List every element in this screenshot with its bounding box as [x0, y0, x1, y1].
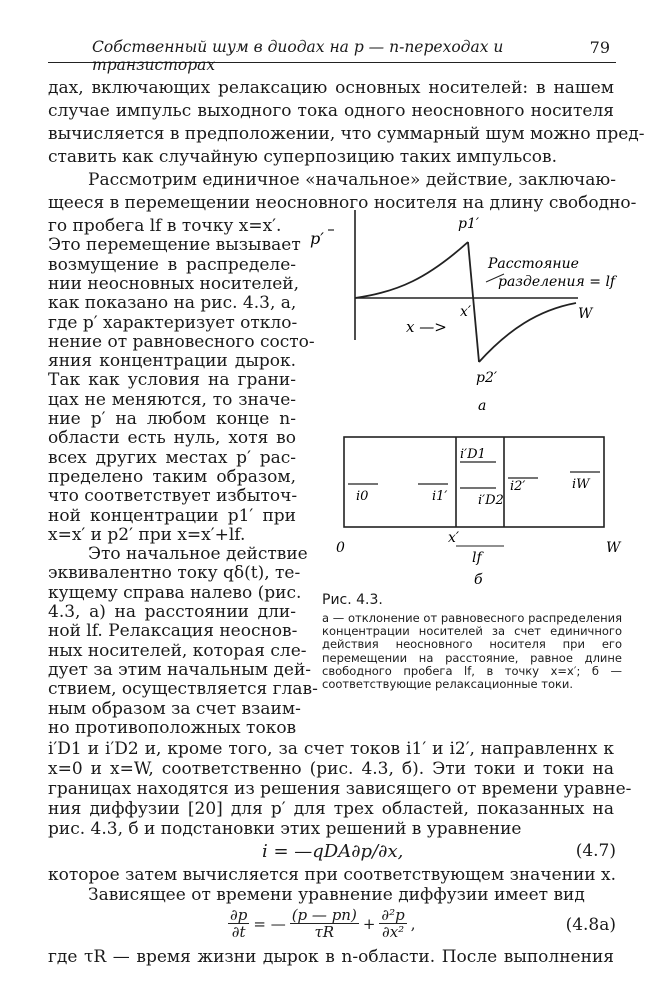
- equation-4-8a: [228, 907, 416, 940]
- text-line: Зависящее от времени уравнение диффузии имеет вид: [88, 885, 585, 906]
- text-line: пределено таким образом,: [48, 466, 296, 487]
- operator: ,: [410, 914, 416, 933]
- iD2-label: i′D2: [478, 493, 504, 508]
- fraction-numerator: ∂²p: [381, 906, 405, 925]
- zero-label: 0: [336, 540, 345, 556]
- fraction-numerator: ∂p: [230, 906, 248, 925]
- figure-4-3: [308, 200, 628, 590]
- p-curve-decay: [479, 303, 576, 362]
- w-label-b: W: [606, 540, 621, 556]
- text-line: всех других местах p′ рас-: [48, 447, 296, 468]
- i1-label: i1′: [432, 489, 448, 504]
- text-line: Так как условия на грани-: [48, 370, 296, 391]
- equation-number-4-7: (4.7): [575, 841, 616, 862]
- text-line: 4.3, a) на расстоянии дли-: [48, 602, 296, 622]
- text-line: x=0 и x=W, соответственно (рис. 4.3, б). Эти токи и токи на: [48, 759, 614, 780]
- p-prime-label: p′: [310, 229, 324, 248]
- text-line: рис. 4.3, б и подстановки этих решений в уравнение: [48, 819, 522, 840]
- text-line: нии неосновных носителей,: [48, 273, 300, 294]
- text-line: ной lf. Релаксация неоснов-: [48, 621, 298, 642]
- text-line: которое затем вычисляется при соответствующем значении x.: [48, 865, 617, 886]
- text-line: дах, включающих релаксацию основных носителей: в нашем: [48, 78, 614, 98]
- text-line: где τR — время жизни дырок в n-области. После выполнения: [48, 947, 614, 968]
- iD1-label: i′D1: [460, 447, 486, 462]
- text-line: возмущение в распределе-: [48, 254, 296, 275]
- subfigure-b-label: б: [474, 572, 483, 588]
- text-line: ние p′ на любом конце n-: [48, 409, 296, 429]
- lf-label: lf: [472, 550, 482, 566]
- distance-label-2: разделения = lf: [498, 274, 616, 290]
- text-line: дует за этим начальным дей-: [48, 659, 312, 680]
- fraction-denominator: ∂t: [231, 923, 246, 942]
- p2-label: p2′: [476, 370, 498, 386]
- text-line: но противоположных токов: [48, 717, 297, 738]
- text-line: нение от равновесного состо-: [48, 331, 315, 352]
- figure-caption-title: Рис. 4.3.: [322, 592, 383, 608]
- text-line: кущему справа налево (рис.: [48, 582, 302, 603]
- text-line: границах находятся из решения зависящего от времени уравне-: [48, 779, 632, 800]
- text-line: ной концентрации p1′ при: [48, 505, 296, 526]
- text-line: Это перемещение вызывает: [48, 235, 301, 256]
- iW-label: iW: [572, 477, 590, 492]
- text-line: ствием, осуществляется глав-: [48, 679, 318, 700]
- text-line: как показано на рис. 4.3, a,: [48, 293, 297, 314]
- equation-4-7: i = —qDA∂p/∂x,: [262, 841, 404, 863]
- text-line: где p′ характеризует откло-: [48, 312, 298, 333]
- operator: +: [362, 914, 376, 933]
- header-title: Собственный шум в диодах на p — n-переходах и транзисторах: [92, 38, 504, 74]
- text-line: ставить как случайную суперпозицию таких импульсов.: [48, 147, 557, 167]
- fraction-numerator: (p — pn): [291, 906, 357, 925]
- fraction-denominator: ∂x²: [381, 923, 405, 942]
- text-line: ния диффузии [20] для p′ для трех областей, показанных на: [48, 799, 614, 820]
- x-prime-label-a: x′: [460, 304, 472, 320]
- equation-number-4-8a: (4.8a): [565, 915, 616, 936]
- text-line: го пробега lf в точку x=x′.: [48, 216, 282, 236]
- p1-label: p1′: [458, 216, 480, 232]
- figure-caption-text: a — отклонение от равновесного распределения концентрации носителей за счет единичного действия неосновного носителя при его перемещении на расстояние, равное длине свободного пробега lf, в точку x=x′; б — соответствующие релаксационные токи.: [322, 611, 622, 692]
- subfigure-a-label: a: [478, 398, 487, 414]
- fraction-recombination: [290, 907, 359, 940]
- text-line: Рассмотрим единичное «начальное» действие, заключаю-: [88, 170, 616, 190]
- text-line: вычисляется в предположении, что суммарный шум можно пред-: [48, 124, 645, 144]
- fraction-denominator: τR: [314, 923, 335, 942]
- text-line: Это начальное действие: [88, 544, 308, 565]
- operator: = —: [253, 914, 286, 933]
- text-line: щееся в перемещении неосновного носителя на длину свободно-: [48, 193, 637, 213]
- x-arrow-label: x —>: [406, 318, 447, 336]
- page-number: 79: [589, 38, 610, 57]
- text-line: ным образом за счет взаим-: [48, 698, 301, 719]
- x-prime-label-b: x′: [448, 530, 460, 546]
- running-header: [48, 36, 616, 74]
- text-line: эквивалентно току qδ(t), те-: [48, 563, 301, 584]
- i2-label: i2′: [510, 479, 526, 494]
- text-line: ных носителей, которая сле-: [48, 640, 307, 661]
- text-line: случае импульс выходного тока одного неосновного носителя: [48, 101, 614, 121]
- fraction-dp-dt: [228, 907, 249, 940]
- fraction-d2p-dx2: [379, 907, 406, 940]
- text-line: что соответствует избыточ-: [48, 486, 298, 507]
- text-line: цах не меняются, то значе-: [48, 389, 296, 410]
- i0-label: i0: [356, 489, 369, 504]
- text-line: i′D1 и i′D2 и, кроме того, за счет токов i1′ и i2′, направленнх к: [48, 739, 614, 760]
- p-curve-rising: [355, 242, 468, 298]
- text-line: яния концентрации дырок.: [48, 351, 296, 372]
- text-line: x=x′ и p2′ при x=x′+lf.: [48, 524, 246, 545]
- p-jump: [468, 242, 479, 362]
- distance-label-1: Расстояние: [488, 256, 579, 272]
- text-line: области есть нуль, хотя во: [48, 428, 296, 449]
- w-label-a: W: [578, 306, 593, 322]
